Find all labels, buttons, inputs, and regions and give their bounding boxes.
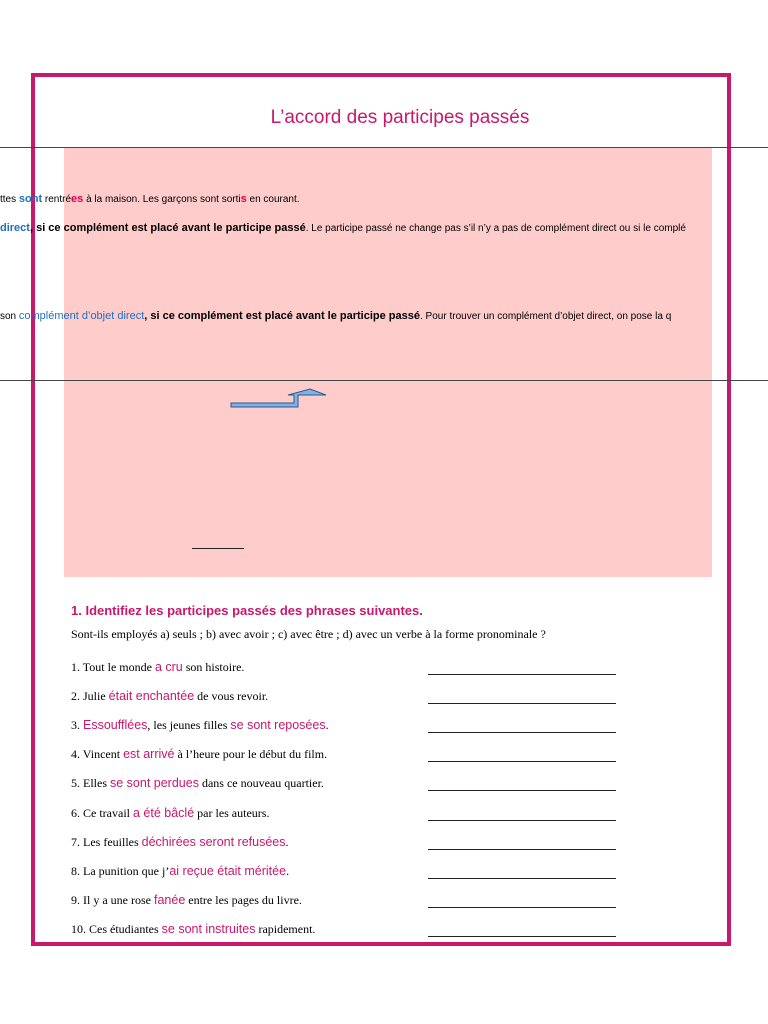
item-text: 7. Les feuilles [71, 834, 142, 849]
exercise-instruction: Sont-ils employés a) seuls ; b) avec avoir ; c) avec être ; d) avec un verbe à la forme pronominale ? [71, 627, 546, 641]
lesson-highlight-box [64, 148, 712, 577]
lesson-line-3: son complément d’objet direct, si ce complément est placé avant le participe passé. Pour trouver un complément d’objet direct, on pose la q [0, 310, 672, 322]
item-text: son histoire. [182, 660, 245, 674]
answer-blank[interactable] [428, 732, 616, 733]
answer-blank[interactable] [428, 790, 616, 791]
exercise-item [71, 922, 315, 937]
participle-highlight: se sont perdues [110, 776, 199, 791]
item-text: . [325, 718, 329, 733]
answer-blank[interactable] [428, 907, 616, 908]
item-text: 3. [71, 718, 83, 733]
answer-blank[interactable] [428, 820, 616, 821]
bent-arrow-icon [228, 387, 328, 409]
item-text: rapidement. [255, 921, 316, 936]
answer-blank[interactable] [428, 761, 616, 762]
item-text: , les jeunes filles [147, 718, 231, 733]
exercise-item [71, 689, 268, 704]
item-text: 9. Il y a une rose [71, 892, 154, 907]
exercise-item [71, 893, 302, 908]
answer-blank[interactable] [428, 878, 616, 879]
participle-highlight: était enchantée [108, 689, 195, 704]
page-title: L’accord des participes passés [270, 107, 530, 128]
lesson-line-1: ttes sont rentrées à la maison. Les garçons sont sortis en courant. [0, 193, 300, 205]
item-text: par les auteurs. [194, 805, 270, 820]
answer-blank[interactable] [428, 674, 616, 675]
item-text: . [285, 834, 289, 849]
participle-highlight: se sont reposées [230, 718, 326, 733]
exercise-item [71, 864, 289, 879]
item-text: . [286, 863, 290, 878]
item-text: dans ce nouveau quartier. [198, 776, 324, 791]
participle-highlight: a cru [154, 660, 183, 674]
participle-highlight: a été bâclé [132, 805, 195, 820]
participle-highlight: déchirées seront refusées [141, 834, 286, 849]
exercise-title: 1. Identifiez les participes passés des phrases suivantes. [71, 603, 423, 618]
item-text: 4. Vincent [71, 747, 124, 762]
item-text: de vous revoir. [194, 689, 269, 704]
exercise-item [71, 660, 244, 675]
item-text: 10. Ces étudiantes [71, 921, 162, 936]
answer-blank[interactable] [428, 703, 616, 704]
participle-highlight: est arrivé [123, 747, 175, 762]
exercise-item [71, 806, 269, 821]
item-text: 6. Ce travail [71, 805, 133, 820]
short-rule [192, 548, 244, 549]
exercise-item [71, 747, 327, 762]
lesson-line-2: direct, si ce complément est placé avant le participe passé. Le participe passé ne change pas s’il n’y a pas de complément direct ou si le complé [0, 222, 686, 234]
exercise-item [71, 718, 329, 733]
item-text: 1. Tout le monde [71, 660, 155, 674]
answer-blank[interactable] [428, 849, 616, 850]
participle-highlight: Essoufflées [83, 718, 148, 733]
item-text: à l’heure pour le début du film. [174, 747, 328, 762]
divider-bottom [0, 380, 768, 381]
participle-highlight: fanée [153, 892, 186, 907]
exercise-item [71, 776, 324, 791]
participle-highlight: se sont instruites [161, 921, 256, 936]
answer-blank[interactable] [428, 936, 616, 937]
exercise-item [71, 835, 289, 850]
item-text: 5. Elles [71, 776, 110, 791]
participle-highlight: ai reçue était méritée [169, 863, 287, 878]
item-text: entre les pages du livre. [185, 892, 302, 907]
item-text: 8. La punition que j’ [71, 863, 170, 878]
item-text: 2. Julie [71, 689, 109, 704]
